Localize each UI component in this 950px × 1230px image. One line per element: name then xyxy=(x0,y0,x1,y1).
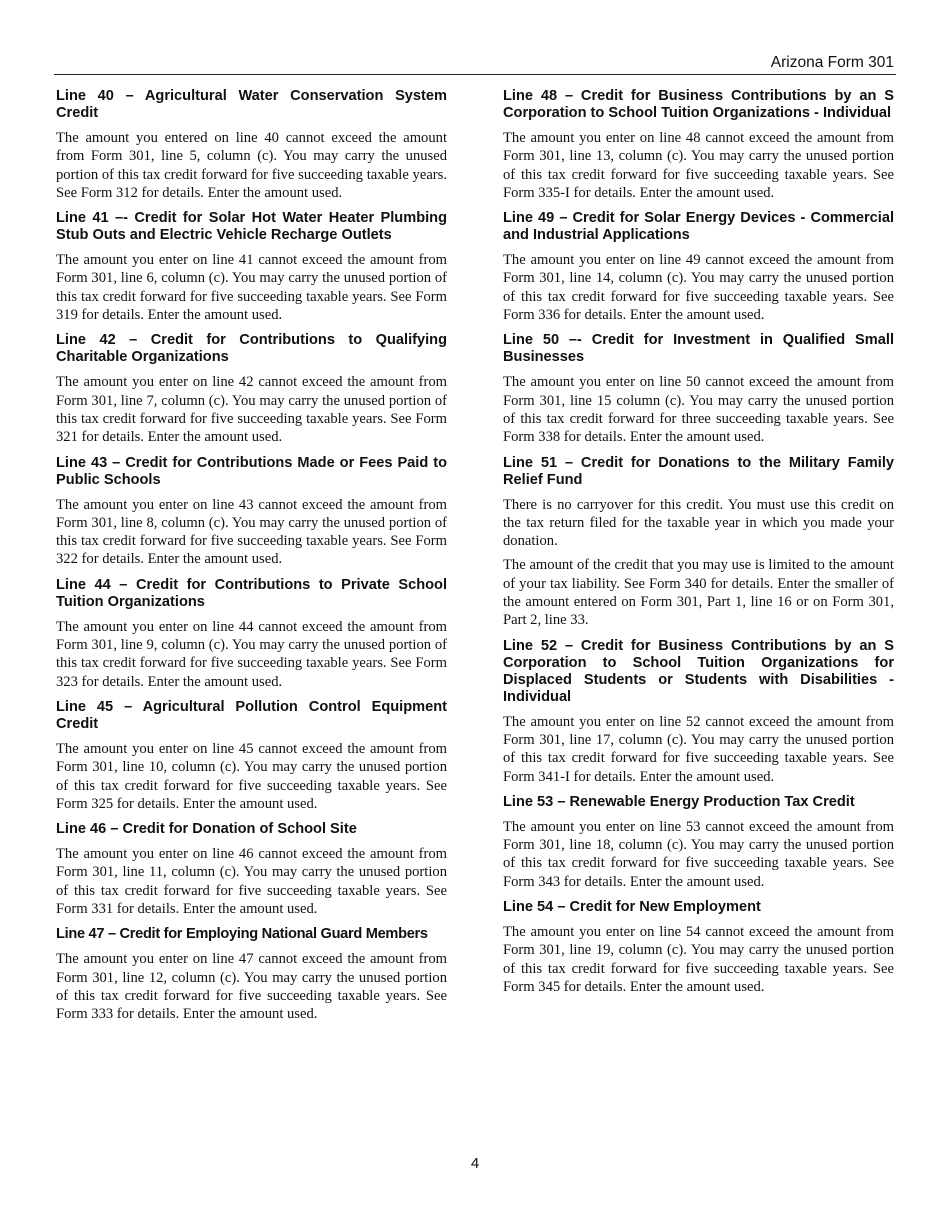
left-column xyxy=(56,88,447,1032)
section-paragraph: The amount you enter on line 49 cannot exceed the amount from Form 301, line 14, column (c). You may carry the unused portion of this tax credit forward for five succeeding taxable years. See Form 336 for details. Enter the amount used. xyxy=(503,252,894,324)
section-heading: Line 54 – Credit for New Employment xyxy=(503,899,761,916)
section-heading: Line 52 – Credit for Business Contributions by an S Corporation to School Tuition Organizations for Displaced Students or Students with Disabilities - Individual xyxy=(503,637,894,705)
section-line-48 xyxy=(503,88,894,202)
section-paragraph: The amount you enter on line 54 cannot exceed the amount from Form 301, line 19, column (c). You may carry the unused portion of this tax credit forward for five succeeding taxable years. See Form 345 for details. Enter the amount used. xyxy=(503,924,894,995)
section-line-47 xyxy=(56,926,447,1023)
form-title-header: Arizona Form 301 xyxy=(770,54,894,71)
section-heading: Line 47 – Credit for Employing National Guard Members xyxy=(56,926,428,943)
section-paragraph: The amount you enter on line 45 cannot exceed the amount from Form 301, line 10, column (c). You may carry the unused portion of this tax credit forward for five succeeding taxable years. See Form 325 for details. Enter the amount used. xyxy=(56,740,447,812)
section-heading: Line 43 – Credit for Contributions Made or Fees Paid to Public Schools xyxy=(56,454,447,488)
section-paragraph: The amount you enter on line 44 cannot exceed the amount from Form 301, line 9, column (c). You may carry the unused portion of this tax credit forward for five succeeding taxable years. See Form 323 for details. Enter the amount used. xyxy=(56,618,447,690)
section-line-50 xyxy=(503,332,894,446)
section-paragraph: The amount you enter on line 48 cannot exceed the amount from Form 301, line 13, column (c). You may carry the unused portion of this tax credit forward for five succeeding taxable years. See Form 335-I for details. Enter the amount used. xyxy=(503,130,894,201)
section-paragraph: The amount of the credit that you may use is limited to the amount of your tax liability. See Form 340 for details. Enter the smaller of the amount entered on Form 301, Part 1, line 16 or on Form 301, Part 2, line 33. xyxy=(503,557,894,629)
section-paragraph: The amount you enter on line 53 cannot exceed the amount from Form 301, line 18, column (c). You may carry the unused portion of this tax credit forward for five succeeding taxable years. See Form 343 for details. Enter the amount used. xyxy=(503,818,894,890)
section-line-42 xyxy=(56,332,447,446)
section-heading: Line 48 – Credit for Business Contributions by an S Corporation to School Tuition Organizations - Individual xyxy=(503,88,894,121)
right-column xyxy=(503,88,894,1004)
section-paragraph: The amount you enter on line 52 cannot exceed the amount from Form 301, line 17, column (c). You may carry the unused portion of this tax credit forward for five succeeding taxable years. See Form 341-I for details. Enter the amount used. xyxy=(503,713,894,785)
section-line-40 xyxy=(56,88,447,202)
section-paragraph: The amount you enter on line 50 cannot exceed the amount from Form 301, line 15 column (c). You may carry the unused portion of this tax credit forward for three succeeding taxable years. See Form 338 for details. Enter the amount used. xyxy=(503,374,894,446)
section-line-49 xyxy=(503,210,894,324)
section-heading: Line 40 – Agricultural Water Conservation System Credit xyxy=(56,88,447,121)
section-line-54 xyxy=(503,899,894,996)
section-line-43 xyxy=(56,455,447,569)
section-paragraph: There is no carryover for this credit. You must use this credit on the tax return filed for the taxable year in which you made your donation. xyxy=(503,496,894,550)
section-heading: Line 42 – Credit for Contributions to Qualifying Charitable Organizations xyxy=(56,332,447,366)
header-rule xyxy=(54,74,896,75)
section-paragraph: The amount you enter on line 41 cannot exceed the amount from Form 301, line 6, column (c). You may carry the unused portion of this tax credit forward for five succeeding taxable years. See Form 319 for details. Enter the amount used. xyxy=(56,252,447,324)
section-heading: Line 51 – Credit for Donations to the Military Family Relief Fund xyxy=(503,454,894,488)
section-heading: Line 49 – Credit for Solar Energy Devices - Commercial and Industrial Applications xyxy=(503,210,894,244)
section-paragraph: The amount you enter on line 47 cannot exceed the amount from Form 301, line 12, column (c). You may carry the unused portion of this tax credit forward for five succeeding taxable years. See Form 333 for details. Enter the amount used. xyxy=(56,951,447,1023)
section-paragraph: The amount you entered on line 40 cannot exceed the amount from Form 301, line 5, column (c). You may carry the unused portion of this tax credit forward for five succeeding taxable years. See Form 312 for details. Enter the amount used. xyxy=(56,130,447,201)
section-line-44 xyxy=(56,577,447,691)
section-line-52 xyxy=(503,638,894,786)
section-heading: Line 44 – Credit for Contributions to Private School Tuition Organizations xyxy=(56,576,447,610)
section-line-46 xyxy=(56,821,447,918)
section-paragraph: The amount you enter on line 42 cannot exceed the amount from Form 301, line 7, column (c). You may carry the unused portion of this tax credit forward for five succeeding taxable years. See Form 321 for details. Enter the amount used. xyxy=(56,374,447,446)
section-heading: Line 41 –- Credit for Solar Hot Water Heater Plumbing Stub Outs and Electric Vehicle Recharge Outlets xyxy=(56,210,447,244)
section-heading: Line 46 – Credit for Donation of School Site xyxy=(56,821,357,838)
section-line-45 xyxy=(56,699,447,813)
section-paragraph: The amount you enter on line 43 cannot exceed the amount from Form 301, line 8, column (c). You may carry the unused portion of this tax credit forward for five succeeding taxable years. See Form 322 for details. Enter the amount used. xyxy=(56,496,447,568)
section-line-53 xyxy=(503,794,894,891)
section-paragraph: The amount you enter on line 46 cannot exceed the amount from Form 301, line 11, column (c). You may carry the unused portion of this tax credit forward for five succeeding taxable years. See Form 331 for details. Enter the amount used. xyxy=(56,846,447,918)
section-line-41 xyxy=(56,210,447,324)
section-heading: Line 45 – Agricultural Pollution Control Equipment Credit xyxy=(56,698,447,732)
section-heading: Line 53 – Renewable Energy Production Tax Credit xyxy=(503,793,855,810)
section-line-51 xyxy=(503,455,894,630)
section-heading: Line 50 –- Credit for Investment in Qualified Small Businesses xyxy=(503,332,894,366)
page-number: 4 xyxy=(470,1155,480,1172)
